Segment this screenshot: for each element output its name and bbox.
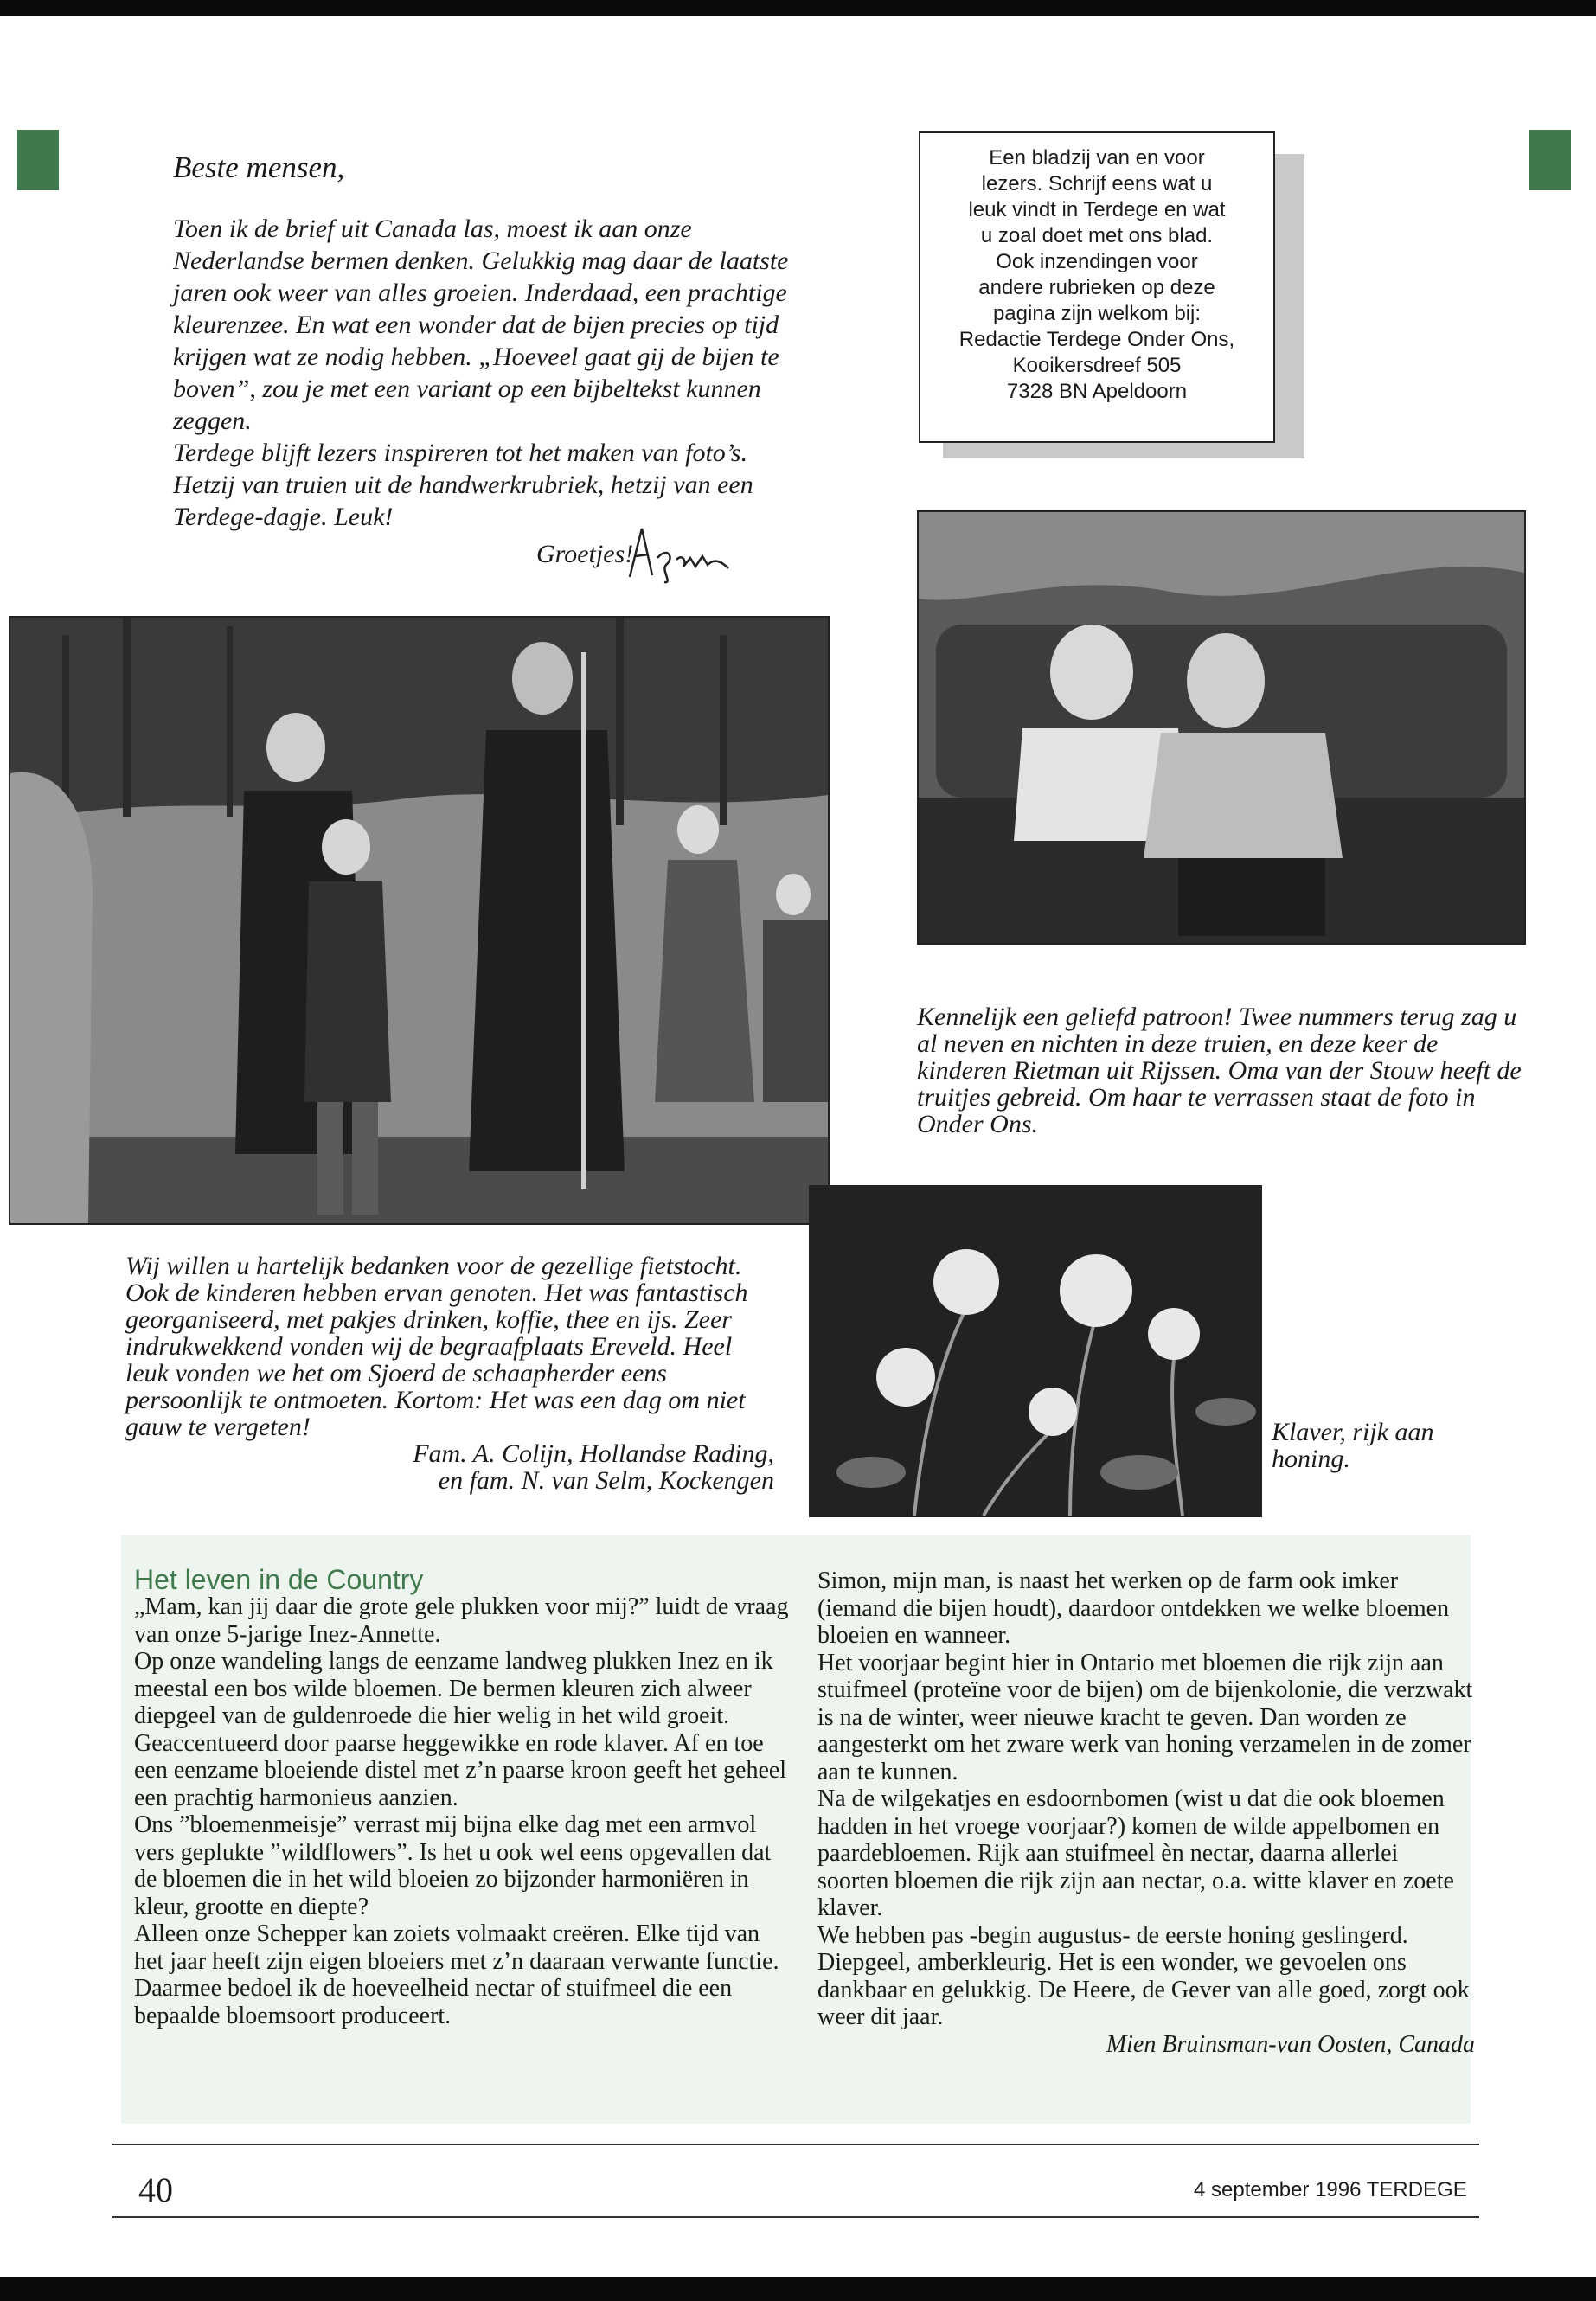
country-author: Mien Bruinsman-van Oosten, Canada bbox=[1106, 2030, 1475, 2058]
signature-agnes bbox=[623, 523, 735, 584]
caption-family-photo: Kennelijk een geliefd patroon! Twee nummers terug zag u al neven en nichten in deze truien, en deze keer de kinderen Rietman uit Rijssen. Oma van der Stouw heeft de truitjes gebreid. Om haar te verrassen staat de foto in Onder Ons. bbox=[917, 1003, 1522, 1138]
intro-paragraph: Toen ik de brief uit Canada las, moest ik aan onze Nederlandse bermen denken. Gelukkig mag daar de laatste jaren ook weer van alles groeien. Inderdaad, een prachtige kleurenzee. En wat een wonder dat de bijen precies op tijd krijgen wat ze nodig hebben. „Hoeveel gaat gij de bijen te boven”, zou je met een variant op een bijbeltekst kunnen zeggen. bbox=[173, 215, 789, 435]
notice-line: pagina zijn welkom bij: bbox=[992, 302, 1202, 325]
thanks-signature-line: en fam. N. van Selm, Kockengen bbox=[438, 1466, 774, 1495]
photo-clover bbox=[809, 1185, 1262, 1517]
page-number: 40 bbox=[138, 2170, 173, 2209]
country-column-left bbox=[134, 1593, 792, 2029]
notice-line: andere rubrieken op deze bbox=[978, 276, 1215, 299]
notice-line: u zoal doet met ons blad. bbox=[980, 224, 1214, 247]
country-paragraph: Simon, mijn man, is naast het werken op de farm ook imker (iemand die bijen houdt), daardoor ontdekken we welke bloemen bloeien en wanneer. bbox=[817, 1567, 1450, 1649]
country-paragraph: Na de wilgekatjes en esdoornbomen (wist u dat die ook bloemen hadden in het vroege voorjaar?) komen de wilde appelbomen en paardebloemen. Rijk aan stuifmeel èn nectar, daarna allerlei soorten bloemen die rijk zijn aan nectar, o.a. witte klaver en zoete klaver. bbox=[817, 1785, 1454, 1921]
issue-line: 4 september 1996 TERDEGE bbox=[1194, 2178, 1467, 2202]
left-edge-tab bbox=[17, 130, 59, 190]
country-paragraph: „Mam, kan jij daar die grote gele plukken voor mij?” luidt de vraag van onze 5-jarige Inez-Annette. bbox=[134, 1593, 789, 1648]
right-edge-tab bbox=[1529, 130, 1571, 190]
notice-box bbox=[919, 131, 1275, 443]
caption-clover: Klaver, rijk aan honing. bbox=[1272, 1418, 1434, 1473]
notice-line: Redactie Terdege Onder Ons, bbox=[958, 328, 1235, 351]
footer-rule-bottom bbox=[112, 2216, 1479, 2218]
photo-children-couch bbox=[917, 510, 1526, 945]
notice-line: lezers. Schrijf eens wat u bbox=[981, 172, 1213, 195]
intro-paragraph: Terdege blijft lezers inspireren tot het maken van foto’s. Hetzij van truien uit de handwerkrubriek, hetzij van een Terdege-dagje. Leuk! bbox=[173, 439, 753, 531]
country-paragraph: Op onze wandeling langs de eenzame landweg plukken Inez en ik meestal een bos wilde bloemen. De bermen kleuren zich alweer diepgeel van de guldenroede die hier welig in het wild groeit. Geaccentueerd door paarse heggewikke en rode klaver. Af en toe een eenzame bloeiende distel met z’n paarse kroon geeft het geheel een prachtig harmonieus aanzien. bbox=[134, 1648, 787, 1811]
thanks-text: Wij willen u hartelijk bedanken voor de gezellige fietstocht. Ook de kinderen hebben ervan genoten. Het was fantastisch georganiseerd, met pakjes drinken, koffie, thee en ijs. Zeer indrukwekkend vonden wij de begraafplaats Ereveld. Heel leuk vonden we het om Sjoerd de schaapherder eens persoonlijk te ontmoeten. Kortom: Het was een dag om niet gauw te vergeten! bbox=[125, 1252, 748, 1441]
notice-line: Ook inzendingen voor bbox=[996, 250, 1198, 273]
thanks-signature-line: Fam. A. Colijn, Hollandse Rading, bbox=[413, 1439, 774, 1468]
notice-line: Kooikersdreef 505 bbox=[1012, 354, 1182, 377]
intro-letter bbox=[173, 151, 796, 570]
bottom-rule bbox=[0, 2277, 1596, 2301]
country-title: Het leven in de Country bbox=[134, 1564, 424, 1595]
country-column-right bbox=[817, 1567, 1475, 2058]
country-paragraph: Alleen onze Schepper kan zoiets volmaakt creëren. Elke tijd van het jaar heeft zijn eigen bloeiers met z’n daaraan verwante functie. Daarmee bedoel ik de hoeveelheid nectar of stuifmeel die een bepaalde bloemsoort produceert. bbox=[134, 1920, 779, 2029]
footer-rule-top bbox=[112, 2144, 1479, 2145]
intro-closing: Groetjes! bbox=[536, 540, 634, 568]
top-rule bbox=[0, 0, 1596, 16]
intro-greeting: Beste mensen, bbox=[173, 151, 345, 184]
notice-line: Een bladzij van en voor bbox=[989, 146, 1205, 170]
notice-line: leuk vindt in Terdege en wat bbox=[968, 198, 1226, 221]
caption-thanks-letter bbox=[125, 1253, 774, 1494]
country-paragraph: Ons ”bloemenmeisje” verrast mij bijna elke dag met een armvol vers geplukte ”wildflowers”. Is het u ook wel eens opgevallen dat de bloemen die in het wild bloeien zo bijzonder harmoniëren in kleur, grootte en diepte? bbox=[134, 1811, 772, 1920]
photo-group-forest bbox=[9, 616, 830, 1225]
notice-line: 7328 BN Apeldoorn bbox=[1006, 380, 1188, 403]
country-paragraph: We hebben pas -begin augustus- de eerste honing geslingerd. Diepgeel, amberkleurig. Het is een wonder, we gevoelen ons dankbaar en gelukkig. De Heere, de Gever van alle goed, zorgt ook weer dit jaar. bbox=[817, 1921, 1470, 2030]
country-paragraph: Het voorjaar begint hier in Ontario met bloemen die rijk zijn aan stuifmeel (proteïne voor de bijen) om de bijenkolonie, die verzwakt is na de winter, weer nieuwe kracht te geven. Dan worden ze aangesterkt om het zware werk van honing verzamelen in de zomer aan te kunnen. bbox=[817, 1649, 1473, 1785]
